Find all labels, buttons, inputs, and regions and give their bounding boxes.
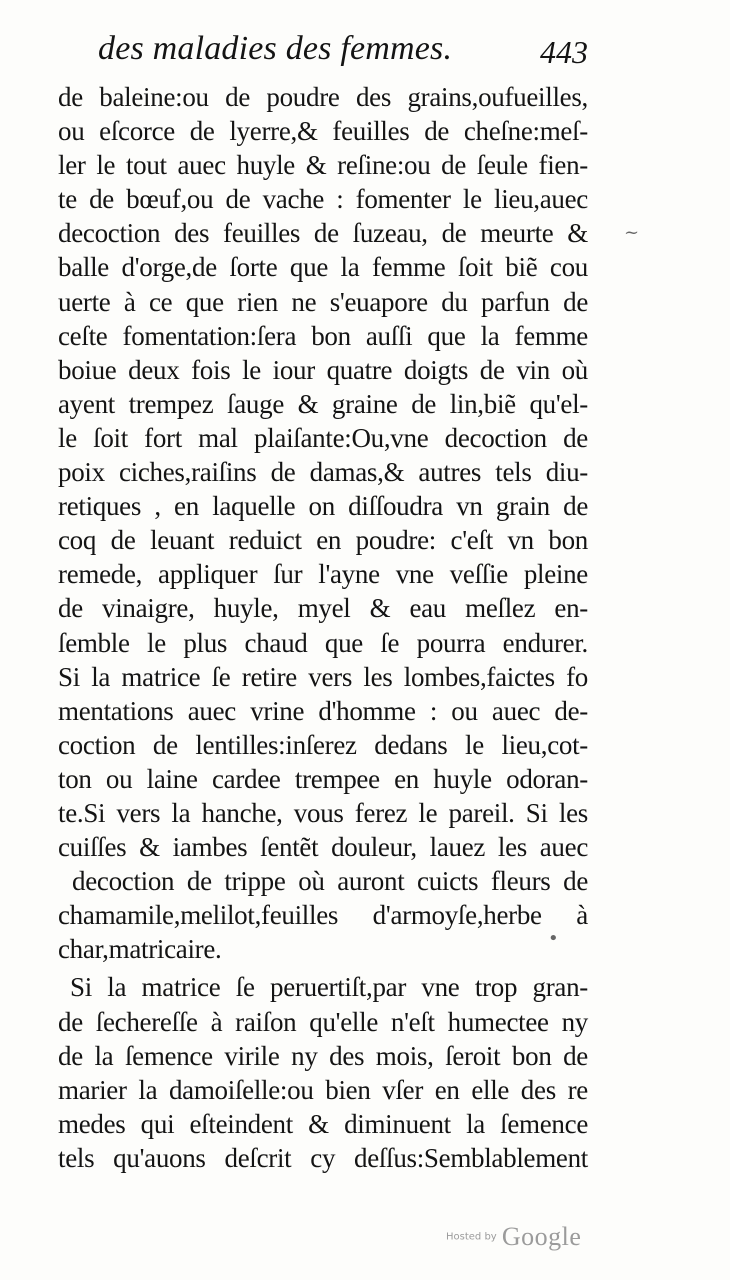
- page-number: 443: [540, 34, 588, 70]
- body-text: [58, 80, 588, 1175]
- text-line: medes qui eſteindent & diminuent la ſemence: [58, 1108, 588, 1139]
- text-line: coction de lentilles:inſerez dedans le lieu,cot-: [58, 729, 588, 760]
- text-line: decoction de trippe où auront cuicts fleurs de: [72, 866, 588, 897]
- running-head: [98, 28, 588, 76]
- running-title: des maladies des femmes.: [98, 30, 453, 67]
- scan-speck: •: [548, 928, 559, 949]
- text-line: remede, appliquer ſur l'ayne vne veſſie pleine: [58, 559, 588, 590]
- text-line: de baleine:ou de poudre des grains,oufueilles,: [58, 82, 588, 112]
- text-line: poix ciches,raiſins de damas,& autres tels diu-: [58, 457, 588, 488]
- text-line: tels qu'auons deſcrit cy deſſus:Semblablement: [58, 1142, 588, 1173]
- text-line: decoction des feuilles de ſuzeau, de meurte &: [58, 218, 588, 249]
- text-line: de ſechereſſe à raiſon qu'elle n'eſt humectee ny: [58, 1006, 588, 1037]
- text-line: Si la matrice ſe retire vers les lombes,faictes fo: [58, 661, 588, 692]
- hosted-by-label: Hosted by: [446, 1231, 497, 1243]
- text-line: mentations auec vrine d'homme : ou auec de-: [58, 695, 588, 726]
- text-line: ſemble le plus chaud que ſe pourra endurer.: [58, 627, 588, 658]
- text-line: ou eſcorce de lyerre,& feuilles de cheſne:meſ-: [58, 116, 588, 147]
- google-logo: Google: [501, 1222, 582, 1251]
- text-line: Si la matrice ſe peruertiſt,par vne trop gran-: [70, 972, 588, 1003]
- text-line: balle d'orge,de ſorte que la femme ſoit biẽ cou: [58, 252, 588, 283]
- text-line: ton ou laine cardee trempee en huyle odoran-: [58, 763, 588, 794]
- text-line: de vinaigre, huyle, myel & eau meſlez en-: [58, 593, 588, 624]
- google-watermark: [446, 1222, 581, 1252]
- scan-speck: ~: [624, 222, 640, 243]
- text-line: le ſoit fort mal plaiſante:Ou,vne decoction de: [58, 422, 588, 453]
- text-line: chamamile,melilot,feuilles d'armoyſe,herbe à: [58, 900, 588, 931]
- text-line: de la ſemence virile ny des mois, ſeroit bon de: [58, 1040, 588, 1071]
- text-line: coq de leuant reduict en poudre: c'eſt vn bon: [58, 525, 588, 556]
- text-line: te.Si vers la hanche, vous ferez le pareil. Si les: [58, 797, 588, 828]
- text-line: marier la damoiſelle:ou bien vſer en elle des re: [58, 1074, 588, 1105]
- text-line: uerte à ce que rien ne s'euapore du parfun de: [58, 286, 588, 317]
- text-line: te de bœuf,ou de vache : fomenter le lieu,auec: [58, 184, 588, 215]
- text-line: ceſte fomentation:ſera bon auſſi que la femme: [58, 320, 588, 351]
- text-line: cuiſſes & iambes ſentẽt douleur, lauez les auec: [58, 832, 588, 863]
- text-line: ayent trempez ſauge & graine de lin,biẽ qu'el-: [58, 388, 588, 419]
- text-line: char,matricaire.: [58, 934, 222, 965]
- text-line: retiques , en laquelle on diſſoudra vn grain de: [58, 491, 588, 522]
- text-line: boiue deux fois le iour quatre doigts de vin où: [58, 354, 588, 385]
- text-line: ler le tout auec huyle & reſine:ou de ſeule fien-: [58, 150, 588, 181]
